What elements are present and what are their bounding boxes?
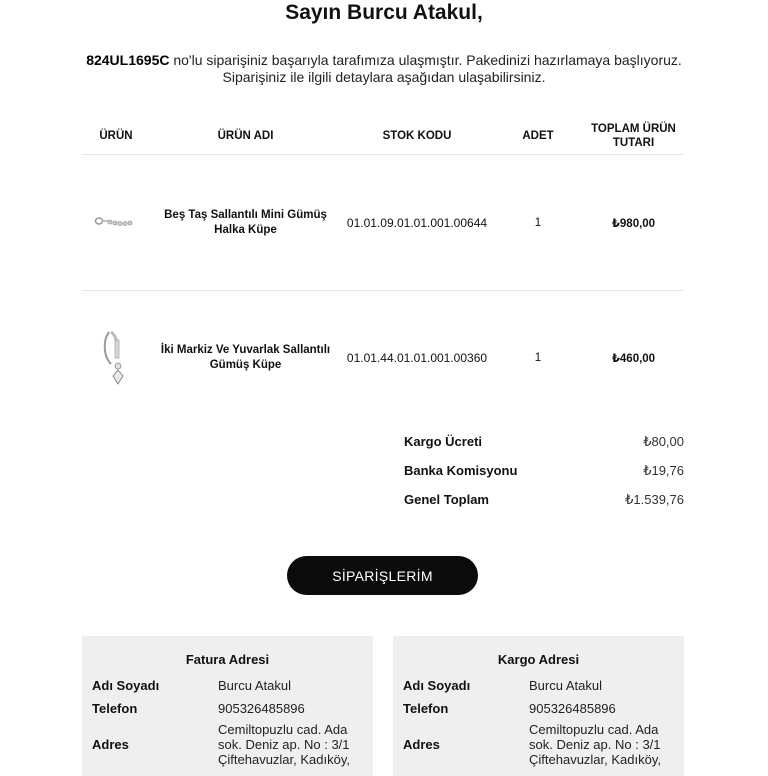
billing-name-row (82, 678, 373, 693)
totals-label: Banka Komisyonu (404, 463, 518, 478)
name-label: Adı Soyadı (92, 678, 160, 693)
table-row (82, 155, 684, 291)
address-value: Cemiltopuzlu cad. Ada sok. Deniz ap. No : 3/1 Çiftehavuzlar, Kadıköy, (218, 722, 350, 767)
totals-value: ₺19,76 (643, 463, 684, 478)
address-label: Adres (403, 737, 440, 752)
product-total: ₺460,00 (611, 353, 656, 365)
product-total: ₺980,00 (583, 155, 684, 291)
product-image-cell[interactable] (82, 155, 150, 291)
bank-commission-row (404, 461, 684, 490)
product-name: Beş Taş Sallantılı Mini Gümüş Halka Küpe (150, 155, 341, 291)
stock-code: 01.01.44.01.01.001.00360 (346, 351, 488, 365)
intro-text (0, 52, 768, 86)
phone-value[interactable]: 905326485896 (218, 701, 305, 716)
phone-value[interactable]: 905326485896 (529, 701, 616, 716)
my-orders-button[interactable]: SİPARİŞLERİM (287, 556, 478, 595)
address-label: Adres (92, 737, 129, 752)
table-header-row (82, 118, 684, 155)
header-code: STOK KODU (341, 118, 493, 155)
name-value: Burcu Atakul (529, 678, 602, 693)
product-image-cell[interactable] (82, 291, 150, 426)
billing-address-title: Fatura Adresi (185, 652, 270, 667)
hoop-earring-icon[interactable] (101, 328, 131, 389)
phone-label: Telefon (92, 701, 138, 716)
totals-value: ₺80,00 (643, 434, 684, 449)
order-items-table (82, 118, 684, 425)
table-row (82, 291, 684, 426)
header-name: ÜRÜN ADI (150, 118, 341, 155)
shipping-address-panel (393, 636, 684, 776)
header-product: ÜRÜN (82, 118, 150, 155)
intro-line2: Siparişiniz ile ilgili detaylara aşağıdan ulaşabilirsiniz. (222, 69, 546, 85)
name-value: Burcu Atakul (218, 678, 291, 693)
header-qty: ADET (493, 118, 583, 155)
grand-total-row (404, 490, 684, 519)
totals-label: Kargo Ücreti (404, 434, 483, 449)
phone-label: Telefon (403, 701, 449, 716)
shipping-phone-row (393, 701, 684, 716)
billing-phone-row (82, 701, 373, 716)
order-totals (404, 432, 684, 519)
quantity: 1 (493, 155, 583, 291)
billing-address-row (82, 722, 373, 767)
greeting-title: Sayın Burcu Atakul, (285, 1, 483, 24)
intro-line1: no'lu siparişiniz başarıyla tarafımıza ulaşmıştır. Pakedinizi hazırlamaya başlıyoruz. (169, 52, 682, 68)
totals-label: Genel Toplam (404, 492, 489, 507)
stock-code: 01.01.09.01.01.001.00644 (341, 155, 493, 291)
billing-address-panel (82, 636, 373, 776)
name-label: Adı Soyadı (403, 678, 471, 693)
address-value: Cemiltopuzlu cad. Ada sok. Deniz ap. No : 3/1 Çiftehavuzlar, Kadıköy, (529, 722, 661, 767)
shipping-address-title: Kargo Adresi (497, 652, 580, 667)
totals-value: ₺1.539,76 (625, 492, 684, 507)
shipping-name-row (393, 678, 684, 693)
quantity: 1 (534, 352, 542, 364)
chain-earring-icon[interactable] (94, 213, 138, 232)
header-total: TOPLAM ÜRÜN TUTARI (583, 118, 684, 155)
shipping-address-row (393, 722, 684, 767)
product-name: İki Markiz Ve Yuvarlak Sallantılı Gümüş Küpe (160, 344, 331, 371)
order-number: 824UL1695C (86, 52, 170, 68)
shipping-fee-row (404, 432, 684, 461)
